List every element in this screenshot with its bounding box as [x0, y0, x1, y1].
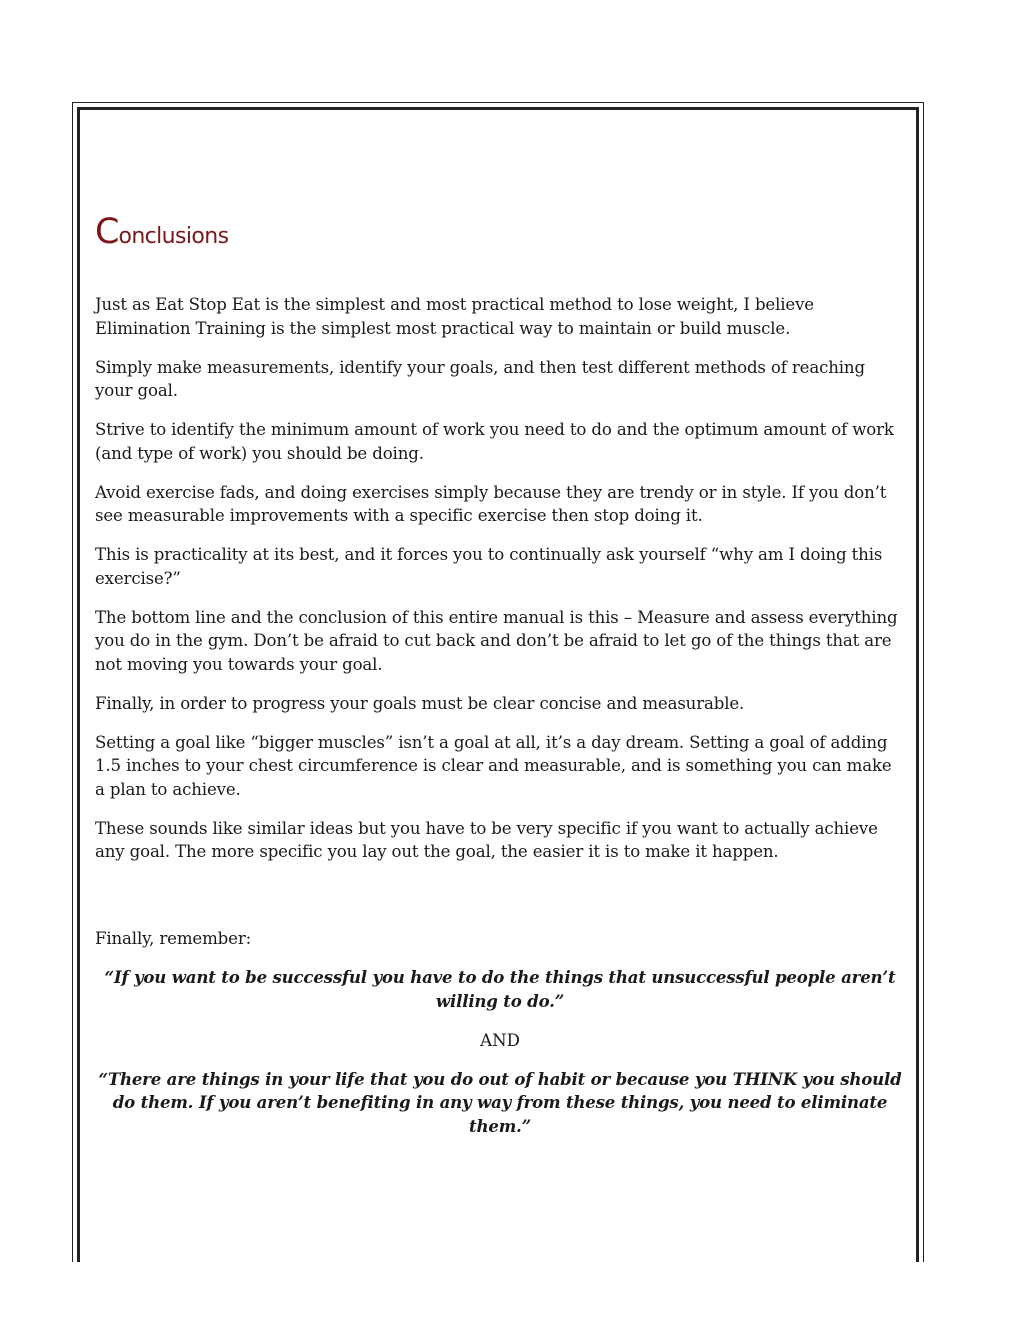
quote-first: “If you want to be successful you have to do the things that unsuccessful people aren’t willing to do.”	[104, 967, 896, 1011]
title-initial: C	[95, 212, 119, 252]
paragraph: Avoid exercise fads, and doing exercises simply because they are trendy or in style. If you don’t see measurable improvements with a specific exercise then stop doing it.	[95, 482, 887, 525]
paragraph: The bottom line and the conclusion of this entire manual is this – Measure and assess everything you do in the gym. Don’t be afraid to cut back and don’t be afraid to let go of the things that are not moving you towards your goal.	[95, 607, 898, 674]
paragraph: Just as Eat Stop Eat is the simplest and most practical method to lose weight, I believe Elimination Training is the simplest most practical way to maintain or build muscle.	[95, 295, 814, 338]
paragraph: Finally, in order to progress your goals must be clear concise and measurable.	[95, 693, 745, 713]
title-rest: onclusions	[118, 224, 229, 249]
paragraph: Strive to identify the minimum amount of work you need to do and the optimum amount of work (and type of work) you should be doing.	[95, 420, 894, 463]
paragraph: Setting a goal like “bigger muscles” isn’t a goal at all, it’s a day dream. Setting a goal of adding 1.5 inches to your chest circumference is clear and measurable, and is something you can make a plan to achieve.	[95, 732, 892, 799]
page-title	[95, 212, 905, 252]
paragraph: Simply make measurements, identify your goals, and then test different methods of reaching your goal.	[95, 357, 865, 400]
paragraph: These sounds like similar ideas but you have to be very specific if you want to actually achieve any goal. The more specific you lay out the goal, the easier it is to make it happen.	[95, 818, 878, 861]
page-content	[95, 212, 905, 1154]
quote-separator: AND	[480, 1030, 520, 1050]
quote-second: “There are things in your life that you do out of habit or because you THINK you should do them. If you aren’t benefiting in any way from these things, you need to eliminate them.”	[98, 1068, 902, 1136]
paragraph: This is practicality at its best, and it forces you to continually ask yourself “why am I doing this exercise?”	[95, 545, 883, 588]
spacer	[95, 879, 905, 927]
closing-intro: Finally, remember:	[95, 929, 252, 948]
